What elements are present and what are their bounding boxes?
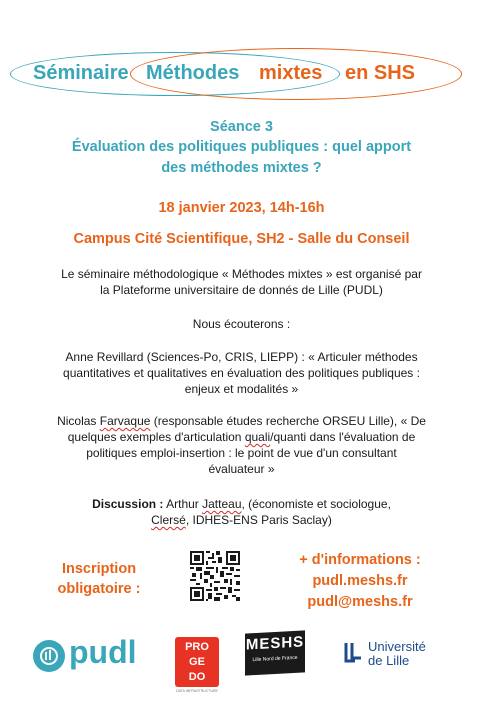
term-quali: quali xyxy=(244,430,271,444)
discussion-text: , (économiste et sociologue, xyxy=(241,497,391,511)
seance-topic-line2: des méthodes mixtes ? xyxy=(161,160,322,176)
discussion-text: , IDHES-ENS Paris Saclay) xyxy=(185,513,332,527)
talk2-line1 xyxy=(0,413,483,429)
talk2-text: quelques exemples d'articulation xyxy=(67,430,245,444)
info-heading: + d'informations : xyxy=(299,552,421,568)
progedo-logo-line: GE xyxy=(189,656,205,668)
seance-number: Séance 3 xyxy=(210,119,273,135)
title-word-en-shs: en SHS xyxy=(345,62,416,84)
lab-clerse: Clersé xyxy=(151,513,186,527)
inscription-line1: Inscription xyxy=(61,561,137,577)
meshs-logo-text: MESHS xyxy=(245,633,305,654)
talk2-text: (responsable études recherche ORSEU Lille), « De xyxy=(150,414,426,428)
ulille-text-line1: Université xyxy=(368,639,426,654)
qr-code[interactable] xyxy=(190,551,240,601)
pudl-logo-icon xyxy=(33,640,65,672)
title-word-seminaire: Séminaire xyxy=(33,62,129,84)
info-email-link[interactable]: pudl@meshs.fr xyxy=(307,594,413,610)
discussant-name: Jatteau xyxy=(202,497,242,511)
discussion-label: Discussion : xyxy=(92,497,164,511)
talk2-line3: politiques emploi-insertion : le point de vue d'un consultant xyxy=(86,446,397,460)
event-date: 18 janvier 2023, 14h-16h xyxy=(158,200,325,216)
intro-line2: la Plateforme universitaire de donnés de Lille (PUDL) xyxy=(100,283,383,297)
talk2-line4: évaluateur » xyxy=(208,462,275,476)
discussion-text: Arthur xyxy=(163,497,203,511)
progedo-logo-line: DO xyxy=(188,671,206,683)
speaker-name-farvaque: Farvaque xyxy=(99,414,151,428)
universite-de-lille-logo-icon xyxy=(343,641,365,667)
discussion-line2 xyxy=(0,512,483,528)
progedo-logo-subtitle: DATA INFRASTRUCTURE xyxy=(176,689,218,693)
talk2-line2 xyxy=(0,429,483,445)
progedo-logo xyxy=(175,637,219,687)
ulille-text-line2: de Lille xyxy=(368,653,410,668)
event-place: Campus Cité Scientifique, SH2 - Salle du Conseil xyxy=(73,231,410,247)
intro-line1: Le séminaire méthodologique « Méthodes mixtes » est organisé par xyxy=(61,267,422,281)
inscription-line2: obligatoire : xyxy=(57,581,141,597)
pudl-logo-text: pudl xyxy=(69,634,137,670)
title-word-methodes: Méthodes xyxy=(146,62,240,84)
meshs-logo-subtitle: Lille Nord de France xyxy=(252,654,298,664)
meshs-logo xyxy=(245,630,305,675)
discussion-line1 xyxy=(0,496,483,512)
universite-de-lille-logo-text xyxy=(368,640,426,668)
progedo-logo-line: PRO xyxy=(185,641,209,653)
listen-heading: Nous écouterons : xyxy=(192,317,291,331)
talk1-line2: quantitatives et qualitatives en évaluation des politiques publiques : xyxy=(63,366,420,380)
info-website-link[interactable]: pudl.meshs.fr xyxy=(312,573,408,589)
talk2-text: Nicolas xyxy=(57,414,100,428)
talk2-text: /quanti dans l'évaluation de xyxy=(270,430,416,444)
talk1-line1: Anne Revillard (Sciences-Po, CRIS, LIEPP) : « Articuler méthodes xyxy=(65,350,418,364)
seance-topic-line1: Évaluation des politiques publiques : quel apport xyxy=(71,139,412,155)
title-word-mixtes: mixtes xyxy=(259,62,323,84)
talk1-line3: enjeux et modalités » xyxy=(184,382,299,396)
